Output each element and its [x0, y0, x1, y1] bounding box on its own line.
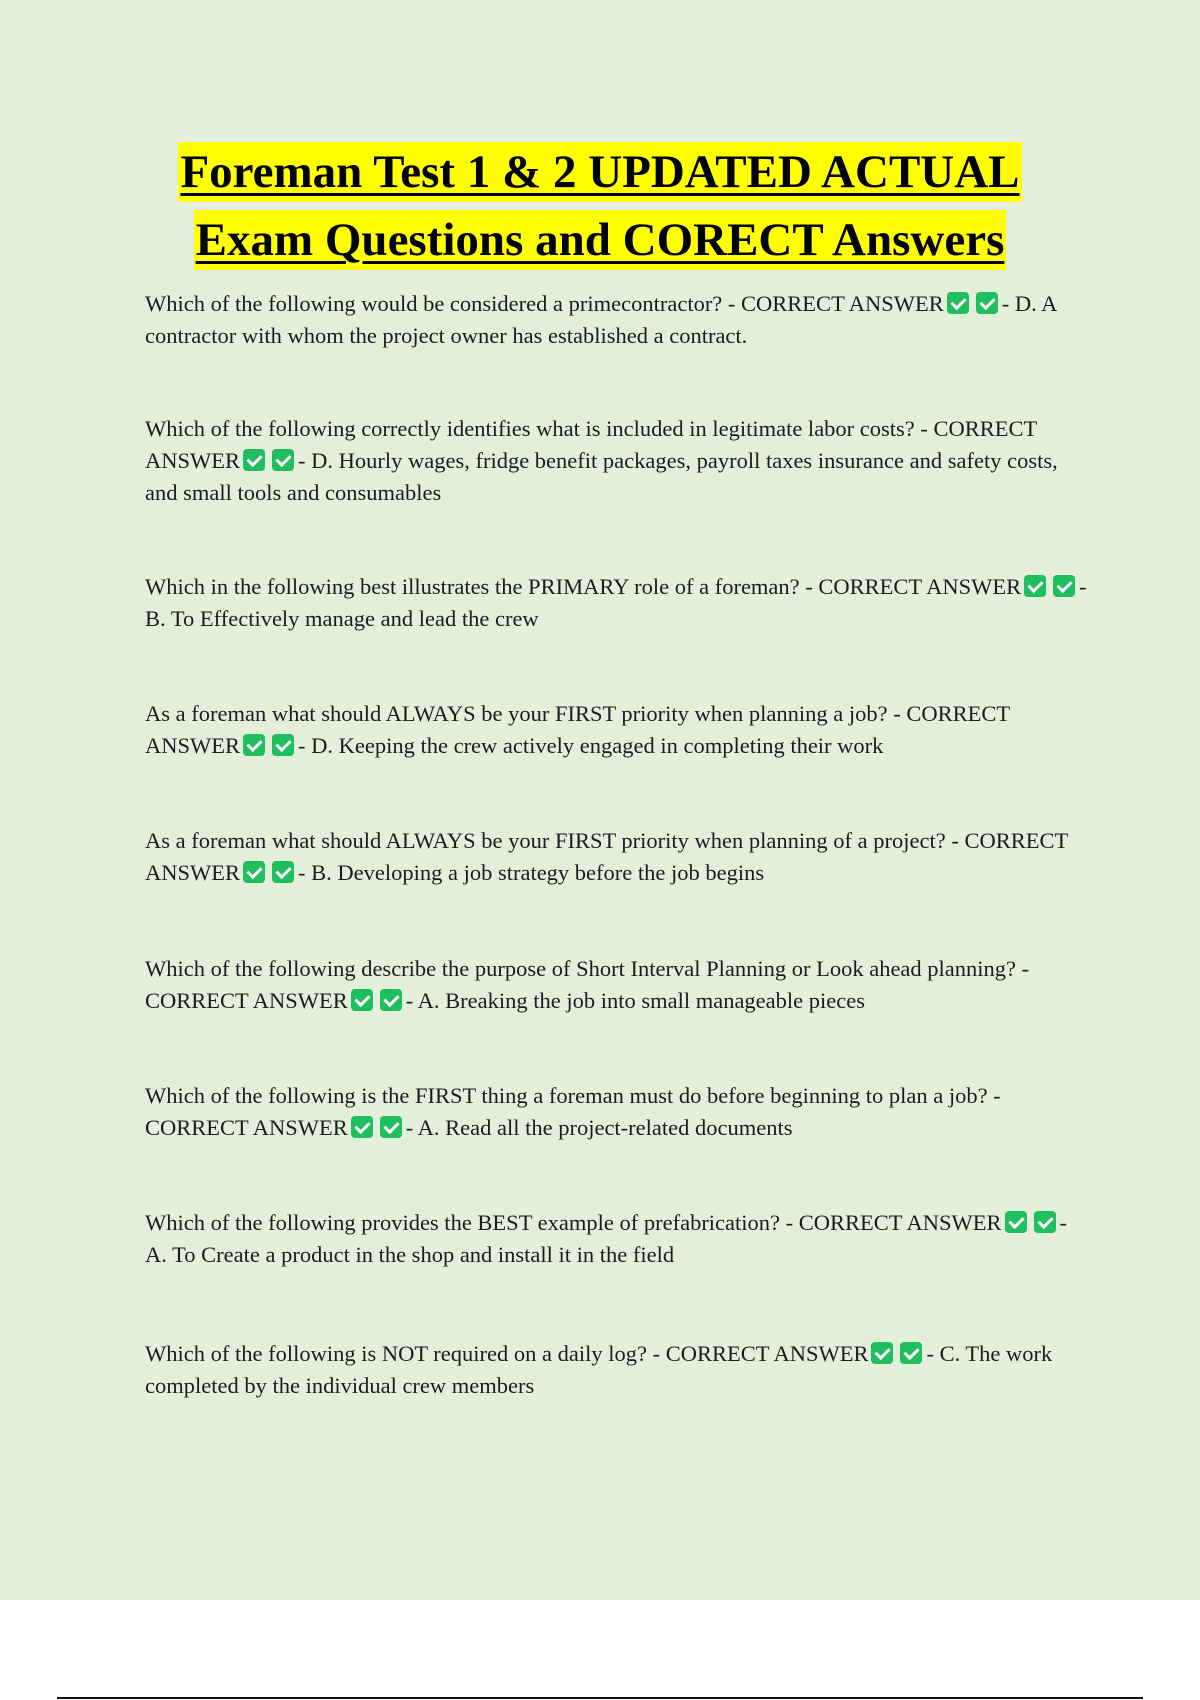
answer-text: - A. Breaking the job into small manageable pieces [405, 988, 865, 1013]
check-icon [243, 734, 265, 756]
qa-item [145, 825, 1090, 889]
check-icon [976, 292, 998, 314]
check-icon [243, 861, 265, 883]
answer-text: - D. Keeping the crew actively engaged in completing their work [298, 733, 884, 758]
check-icon [380, 989, 402, 1011]
qa-item [145, 698, 1090, 762]
answer-text: - C. The work completed by the individual crew members [145, 1341, 1053, 1398]
question-text: Which of the following is the FIRST thing a foreman must do before beginning to plan a job? - CORRECT ANSWER [145, 1083, 1001, 1140]
answer-text: - B. Developing a job strategy before the job begins [298, 860, 765, 885]
qa-item [145, 288, 1090, 352]
qa-item [145, 571, 1090, 635]
check-icon [272, 861, 294, 883]
check-icon [1024, 575, 1046, 597]
check-icon [1034, 1211, 1056, 1233]
check-icon [272, 449, 294, 471]
qa-item [145, 1080, 1090, 1144]
check-icon [380, 1116, 402, 1138]
question-text: Which of the following describe the purpose of Short Interval Planning or Look ahead planning? - CORRECT ANSWER [145, 956, 1030, 1013]
qa-item [145, 953, 1090, 1017]
qa-item [145, 413, 1090, 509]
check-icon [243, 449, 265, 471]
check-icon [1053, 575, 1075, 597]
qa-item [145, 1338, 1090, 1402]
answer-text: - D. Hourly wages, fridge benefit packages, payroll taxes insurance and safety costs, and small tools and consumables [145, 448, 1058, 505]
question-text: Which of the following is NOT required on a daily log? - CORRECT ANSWER [145, 1341, 869, 1366]
question-text: Which of the following correctly identifies what is included in legitimate labor costs? - CORRECT ANSWER [145, 416, 1037, 473]
question-text: As a foreman what should ALWAYS be your FIRST priority when planning of a project? - CORRECT ANSWER [145, 828, 1068, 885]
check-icon [272, 734, 294, 756]
question-text: Which of the following would be considered a primecontractor? - CORRECT ANSWER [145, 291, 944, 316]
question-text: Which of the following provides the BEST example of prefabrication? - CORRECT ANSWER [145, 1210, 1002, 1235]
check-icon [871, 1342, 893, 1364]
document-title [0, 142, 1200, 278]
check-icon [351, 989, 373, 1011]
footer-divider [57, 1697, 1143, 1699]
answer-text: - A. To Create a product in the shop and install it in the field [145, 1210, 1068, 1267]
question-text: As a foreman what should ALWAYS be your FIRST priority when planning a job? - CORRECT ANSWER [145, 701, 1010, 758]
answer-text: - D. A contractor with whom the project owner has established a contract. [145, 291, 1057, 348]
title-line-1: Foreman Test 1 & 2 UPDATED ACTUAL [178, 142, 1021, 202]
question-text: Which in the following best illustrates the PRIMARY role of a foreman? - CORRECT ANSWER [145, 574, 1022, 599]
check-icon [1005, 1211, 1027, 1233]
qa-item [145, 1207, 1090, 1271]
check-icon [947, 292, 969, 314]
title-line-2: Exam Questions and CORECT Answers [194, 210, 1007, 270]
check-icon [900, 1342, 922, 1364]
check-icon [351, 1116, 373, 1138]
answer-text: - B. To Effectively manage and lead the crew [145, 574, 1087, 631]
answer-text: - A. Read all the project-related documents [405, 1115, 793, 1140]
